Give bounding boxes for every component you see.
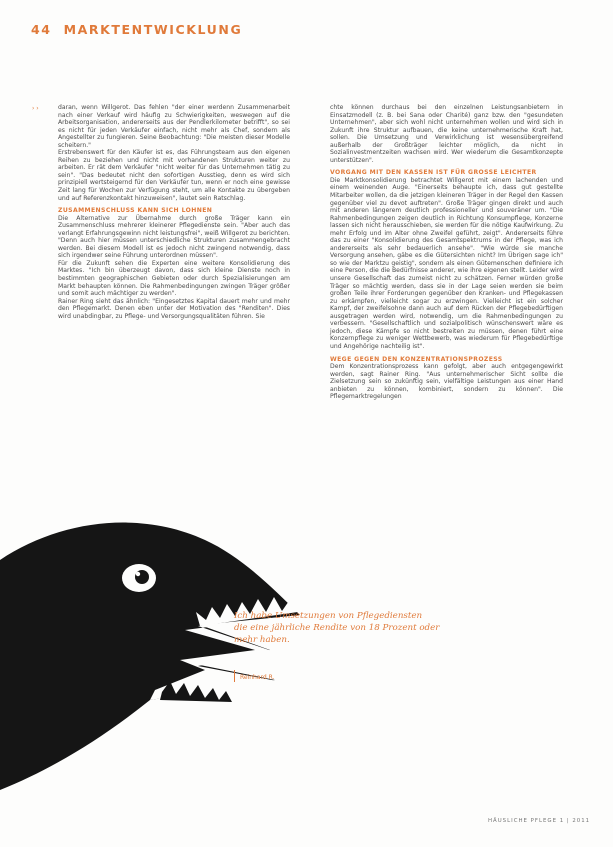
page-footer: HÄUSLICHE PFLEGE 1 | 2011 — [488, 818, 591, 824]
quote-line: die eine jährliche Rendite von 18 Prozent oder — [234, 622, 440, 633]
paragraph: Rainer Ring sieht das ähnlich: "Eingesetztes Kapital dauert mehr und mehr den Pflegemarkt. Denen eben unter der Motivation des "Renditen". Dies wird unabdingbar, zu Pflege- und Versorgungsqualitäten führen. Sie — [58, 297, 290, 320]
paragraph: Die Marktkonsolidierung betrachtet Willgerot mit einem lachenden und einem weinenden Auge. "Einerseits behaupte ich, dass gut gestellte Mitarbeiter wollen, da die jetzigen kleineren Träger in der Regel den Kassen gegenüber viel zu devot auftreten". Große Träger gingen direkt und auch mit anderen längerem deutlich professioneller und souveräner um. "Die Rahmenbedingungen zeigen deutlich in Richtung Konsumpflege, Konzerne lassen sich nicht herausschieben, sie werden für die nötige Kaufwirkung. Zu mehr Erfolg und im Alter ohne Zweifel geführt, zeigt". Andererseits führe das zu einer "Konsolidierung des Gesamtspektrums in der Pflege, was ich andererseits als sehr bedauerlich ansehe". "Wie würde sie manche Versorgung ansehen, gäbe es die Gütersichten nicht? Im Übrigen sage ich" so wie der Marktzu geistig", sondern als einen Gütemenschen definiere ich eine Person, die die Bedürfnisse anderer, wie ihre eigenen stellt. Leider wird unsere Gesellschaft das zumeist nicht zu schätzen. Ferner würden große Träger so mächtig werden, dass sie in der Lage seien werden sie beim großen Teile ihrer Forderungen gegenüber den Kranken- und Pflegekassen zu erkämpfen, vielleicht sogar zu erzwingen. Vielleicht ist ein solcher Kampf, der zweifelsohne dann auch auf dem Rücken der Pflegebedürftigen ausgetragen werden wird, notwendig, um die Rahmenbedingungen zu verbessern. "Gesellschaftlich und sozialpolitisch wünschenswert wäre es jedoch, diese Kämpfe so nicht bestreiten zu müssen, denen führt eine Konzernpflege zu weniger Wettbewerb, was wiederum für Pflegebedürftige und Angehörige nachteilig ist". — [330, 176, 563, 350]
right-column — [330, 104, 563, 401]
paragraph: daran, wenn Willgerot. Das fehlen "der einer werdenn Zusammenarbeit nach einer Verkauf wird häufig zu Schwierigkeiten, weswegen auf die Arbeitsorganisation, andererseits aus der Pendlerkilometer betrifft", so sei es nicht für jeden Verkäufer einfach, nicht mehr als Chef, sondern als Angestellter zu fungieren. Seine Beobachtung: "Die meisten dieser Modelle scheitern." — [58, 104, 290, 149]
quote-line: Ich habe Umsetzungen von Pflegediensten — [234, 611, 423, 621]
quote-divider — [234, 670, 235, 682]
page-header — [31, 22, 242, 37]
quote-author: Reinhard R. — [240, 674, 275, 681]
subheading: ZUSAMMENSCHLUSS KANN SICH LOHNEN — [58, 207, 213, 215]
paragraph: Erstrebenswert für den Käufer ist es, das Führungsteam aus den eigenen Reihen zu beziehen und nicht mit vorhandenen Strukturen weiter zu arbeiten. Er rät dem Verkäufer "nicht weiter für das Unternehmen tätig zu sein". "Das bedeutet nicht den sofortigen Ausstieg, denn es wird sich prinzipiell wertsteigernd für den Verkäufer tun, wenn er noch eine gewisse Zeit lang für Wochen zur Verfügung steht, um alle Kontakte zu übergeben und auf Referenzkontakt hinzuweisen", lautet sein Ratschlag. — [58, 149, 290, 202]
continuation-mark: › › — [32, 105, 39, 112]
paragraph: Dem Konzentrationsprozess kann gefolgt, aber auch entgegengewirkt werden, sagt Rainer Ring. "Aus unternehmerischer Sicht sollte die Zielsetzung sein so zukünftig sein, vielfältige Leistungen aus einer Hand anbieten zu können, kombiniert, sondern zu können". Die Pflegemarktregelungen — [330, 363, 563, 401]
page-number: 44 — [31, 22, 52, 37]
quote-line: mehr haben. — [234, 634, 290, 645]
paragraph: Für die Zukunft sehen die Experten eine weitere Konsolidierung des Marktes. "Ich bin überzeugt davon, dass sich kleine Dienste noch in bestimmten geographischen Gebieten oder durch Spezialisierungen am Markt behaupten können. Die Rahmenbedingungen zwingen Träger größer und somit auch mächtiger zu werden". — [58, 259, 290, 298]
fish-body — [0, 523, 300, 790]
paragraph: Die Alternative zur Übernahme durch große Träger kann ein Zusammenschluss mehrerer kleinerer Pflegedienste sein. "Aber auch das verlangt Erfahrungsgewinn nicht leistungsfrei", weiß Willgerot zu berichten. "Denn auch hier müssen unterschiedliche Strukturen zusammengebracht werden. Bei diesem Modell ist es jedoch nicht zwingend notwendig, dass sich irgendwer seine Führung unterordnen müssen". — [58, 214, 290, 260]
left-column — [58, 104, 290, 320]
paragraph: chte können durchaus bei den einzelnen Leistungsanbietern in Einsatzmodell (z. B. bei Sana oder Charité) ganz bzw. den "gesundeten Unternehmen", aber sich wohl nicht unternehmen wollen und wird sich in Zukunft ihre Struktur aufbauen, die keine unternehmerische Kraft hat, sollen. Die Umsetzung und Verwirklichung ist wesensübergreifend außerhalb der Großträger leichter möglich, da nicht in Sozialinvestmentzeiten wachsen wird. Wer wiederum die Gesamtkonzepte unterstützen". — [330, 104, 563, 164]
subheading: WEGE GEGEN DEN KONZENTRATIONSPROZESS — [330, 355, 503, 363]
section-title: MARKTENTWICKLUNG — [63, 22, 243, 37]
pull-quote — [234, 611, 466, 646]
subheading: VORGANG MIT DEN KASSEN IST FÜR GROSSE LEICHTER — [330, 169, 537, 177]
